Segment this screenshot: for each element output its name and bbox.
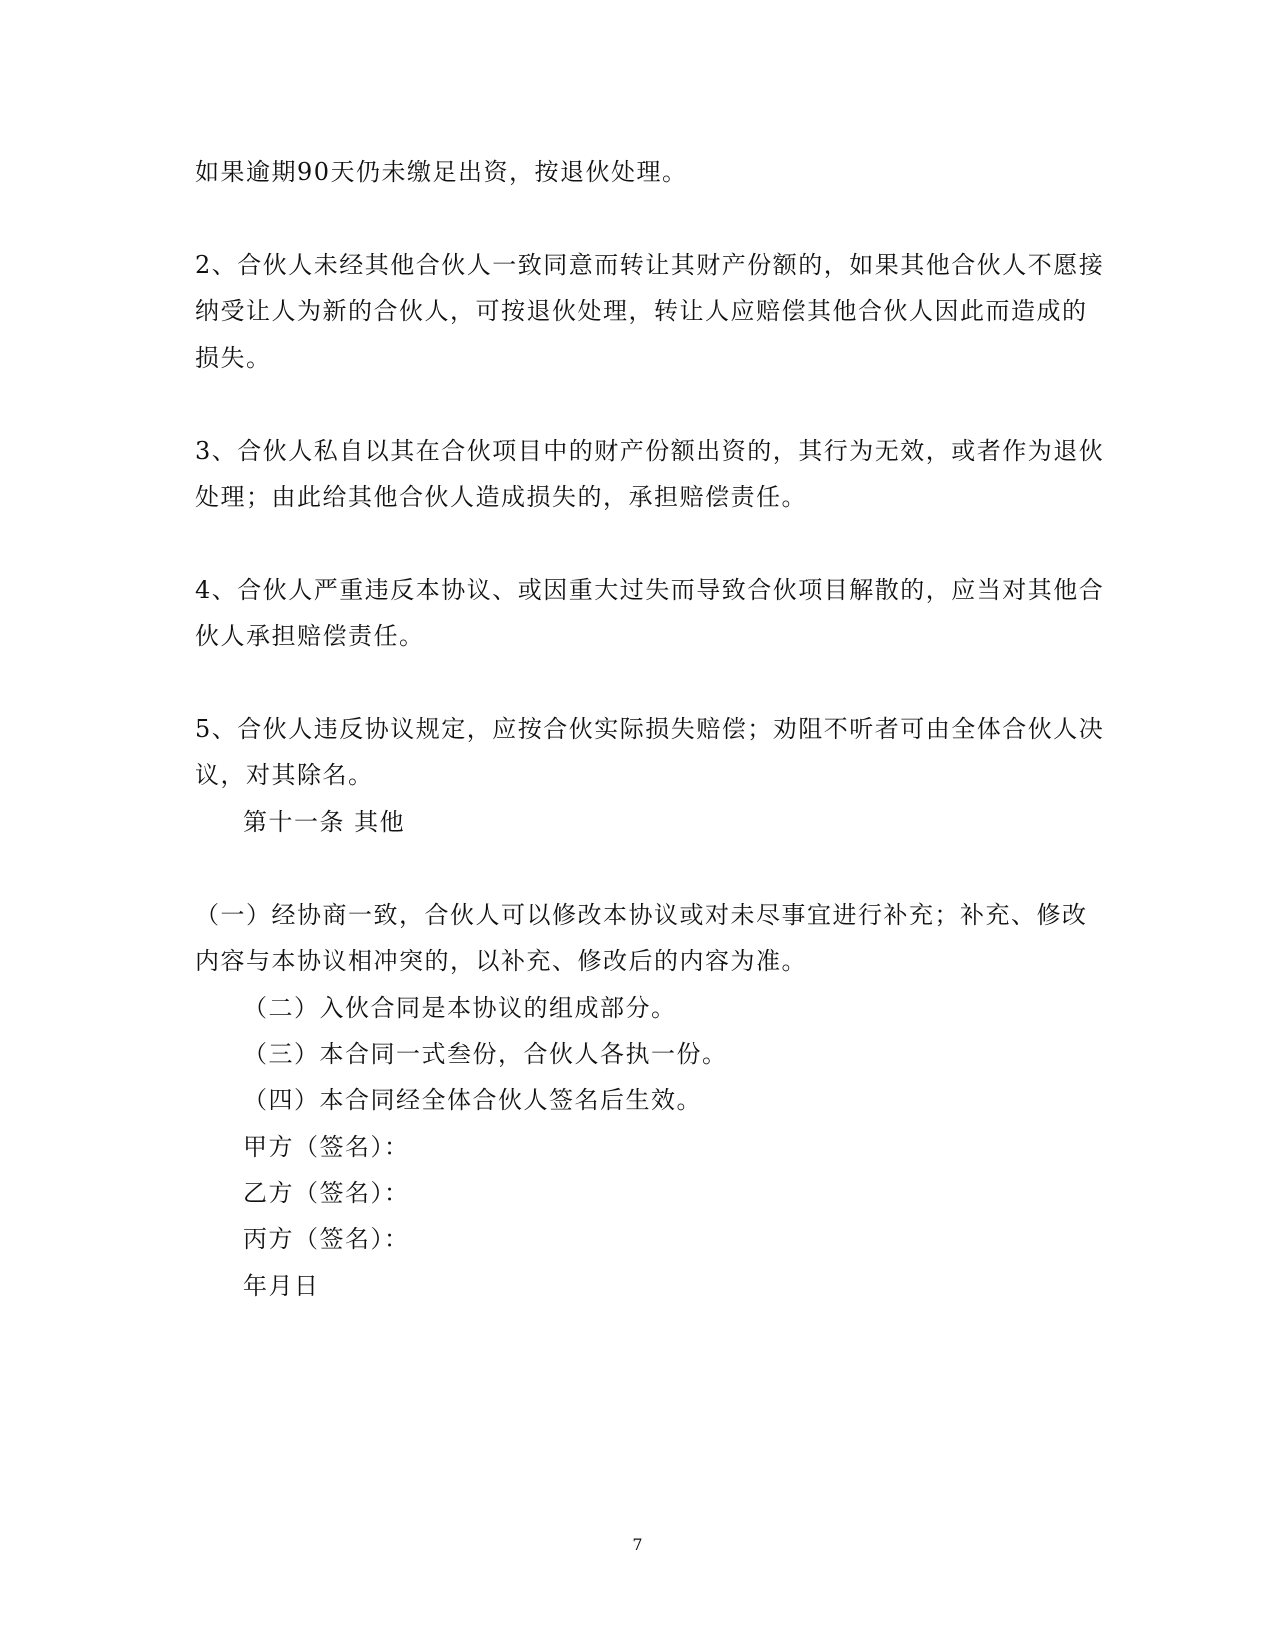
- page-number: 7: [632, 1535, 643, 1554]
- item-2-line-1: 2、合伙人未经其他合伙人一致同意而转让其财产份额的，如果其他合伙人不愿接: [195, 251, 1105, 279]
- article-11-title: 第十一条 其他: [243, 808, 406, 836]
- item-4-line-2: 伙人承担赔偿责任。: [195, 622, 425, 650]
- date-line: 年月日: [243, 1272, 320, 1300]
- item-2-line-3: 损失。: [195, 344, 272, 372]
- signature-party-a: 甲方（签名）：: [243, 1133, 410, 1161]
- item-5-line-1: 5、合伙人违反协议规定，应按合伙实际损失赔偿；劝阻不听者可由全体合伙人决: [195, 715, 1105, 743]
- item-3-line-1: 3、合伙人私自以其在合伙项目中的财产份额出资的，其行为无效，或者作为退伙: [195, 437, 1105, 465]
- item-4-line-1: 4、合伙人严重违反本协议、或因重大过失而导致合伙项目解散的，应当对其他合: [195, 576, 1105, 604]
- paragraph-overdue: 如果逾期90天仍未缴足出资，按退伙处理。: [195, 158, 688, 186]
- signature-party-b: 乙方（签名）：: [243, 1179, 410, 1207]
- clause-3: （三）本合同一式叁份，合伙人各执一份。: [243, 1040, 728, 1068]
- item-3-line-2: 处理；由此给其他合伙人造成损失的，承担赔偿责任。: [195, 483, 807, 511]
- clause-2: （二）入伙合同是本协议的组成部分。: [243, 994, 677, 1022]
- clause-1-line-1: （一）经协商一致，合伙人可以修改本协议或对未尽事宜进行补充；补充、修改: [195, 901, 1088, 929]
- clause-1-line-2: 内容与本协议相冲突的，以补充、修改后的内容为准。: [195, 947, 807, 975]
- clause-4: （四）本合同经全体合伙人签名后生效。: [243, 1086, 702, 1114]
- item-5-line-2: 议，对其除名。: [195, 761, 374, 789]
- item-2-line-2: 纳受让人为新的合伙人，可按退伙处理，转让人应赔偿其他合伙人因此而造成的: [195, 297, 1088, 325]
- signature-party-c: 丙方（签名）：: [243, 1225, 410, 1253]
